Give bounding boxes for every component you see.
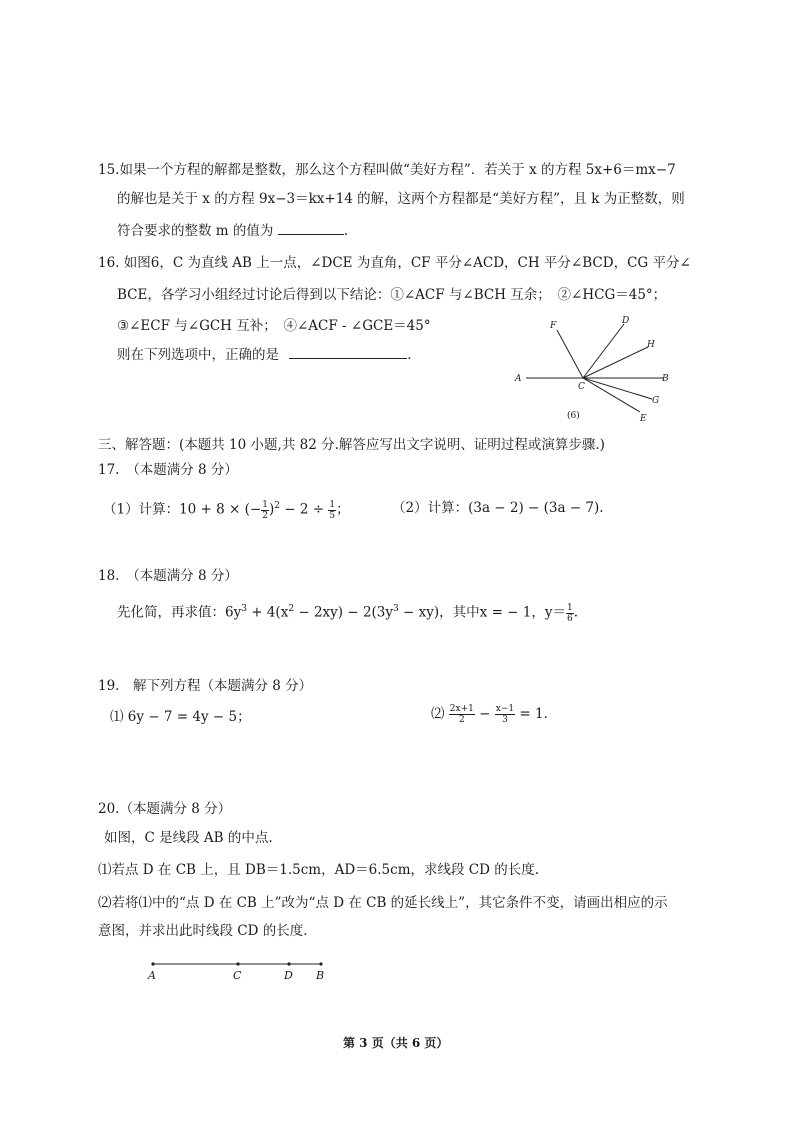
q18-title: 18. （本题满分 8 分）	[98, 568, 238, 584]
q19-p2-prefix: ⑵	[431, 706, 449, 722]
q17-p1-mid: )	[268, 501, 275, 518]
q17-p1-frac2	[328, 500, 336, 521]
q16-line4	[117, 346, 412, 364]
q18-exp1: 3	[241, 604, 247, 614]
q17-p1-frac2-den: 5	[329, 510, 336, 521]
q16-line1: 16. 如图6，C 为直线 AB 上一点，∠DCE 为直角，CF 平分∠ACD，CH 平分∠BCD，CG 平分∠	[98, 255, 691, 271]
q19-part1: ⑴ 6y − 7 = 4y − 5；	[110, 709, 251, 725]
q19-frac2-den: 3	[502, 715, 508, 725]
fig6-caption: (6)	[567, 411, 580, 421]
q17-title: 17. （本题满分 8 分）	[98, 462, 238, 478]
point-b	[319, 962, 322, 965]
q16-line4-text: 则在下列选项中，正确的是	[117, 347, 279, 363]
q15-line3-text: 符合要求的整数 m 的值为	[117, 223, 274, 239]
seg-label-b: B	[316, 969, 325, 982]
q18-frac	[566, 603, 574, 624]
fig6-label-a: A	[515, 374, 522, 384]
fig6-label-c: C	[578, 382, 585, 392]
fig6-label-d: D	[622, 316, 630, 326]
fig6-label-b: B	[662, 374, 669, 384]
q20-title: 20.（本题满分 8 分）	[98, 801, 232, 817]
point-c	[236, 962, 239, 965]
q18-expression	[117, 600, 578, 624]
q19-p2-end: = 1.	[515, 706, 548, 722]
q15-line1: 15.如果一个方程的解都是整数，那么这个方程叫做“美好方程”．若关于 x 的方程 5x+6＝mx−7	[98, 162, 676, 178]
q20-line1: 如图，C 是线段 AB 的中点.	[104, 830, 273, 846]
q17-p1-frac1	[261, 500, 269, 521]
q19-frac2	[495, 704, 515, 725]
q17-p1-after: − 2 ÷	[279, 501, 329, 518]
q15-line2: 的解也是关于 x 的方程 9x−3＝kx+14 的解，这两个方程都是“美好方程”，且 k 为正整数，则	[117, 191, 685, 207]
q19-frac1-num: 2x+1	[449, 704, 474, 714]
q19-frac1	[449, 704, 475, 725]
q20-line2: ⑴若点 D 在 CB 上，且 DB＝1.5cm，AD＝6.5cm，求线段 CD 的长度.	[98, 862, 540, 878]
point-a	[151, 962, 154, 965]
q17-p1-frac2-num: 1	[329, 499, 336, 510]
q19-part2	[431, 704, 548, 725]
section-3-header: 三、解答题：(本题共 10 小题,共 82 分.解答应写出文字说明、证明过程或演算步骤.)	[98, 437, 605, 453]
q19-frac2-num: x−1	[495, 704, 515, 714]
q19-frac1-den: 2	[458, 715, 465, 725]
seg-label-c: C	[233, 969, 242, 982]
q18-frac-den: 6	[567, 613, 573, 624]
q20-line3: ⑵若将⑴中的“点 D 在 CB 上”改为“点 D 在 CB 的延长线上”，其它条件不变，请画出相应的示	[98, 895, 668, 911]
ray-ce	[583, 378, 640, 412]
q18-expr-b: + 4(x	[246, 604, 289, 621]
fig6-label-f: F	[550, 321, 557, 331]
fig6-label-g: G	[652, 396, 660, 406]
q16-line4-end: .	[407, 347, 412, 363]
q18-expr-d: − xy)，其中x = − 1，y＝	[398, 604, 566, 621]
q18-exp2: 2	[288, 604, 295, 614]
q19-minus: −	[474, 706, 495, 722]
q18-exp3: 3	[393, 604, 399, 614]
q15-line3-end: .	[343, 223, 348, 239]
q15-line3	[117, 222, 348, 240]
q15-answer-blank	[278, 222, 344, 235]
q17-p1-frac1-num: 1	[262, 499, 268, 510]
page-footer: 第 3 页（共 6 页）	[343, 1036, 449, 1050]
q16-line2: BCE，各学习小组经过讨论后得到以下结论：①∠ACF 与∠BCH 互余； ②∠HCG＝45°；	[117, 287, 667, 303]
fig6-label-h: H	[647, 340, 655, 350]
q17-part1	[103, 497, 350, 521]
seg-label-a: A	[148, 969, 156, 982]
ray-cg	[583, 378, 652, 399]
ray-cf	[557, 330, 583, 378]
q17-p1-exp: 2	[274, 501, 280, 511]
q18-expr-a: 先化简，再求值：6y	[117, 604, 242, 621]
q17-p1-frac1-den: 2	[262, 510, 268, 521]
q16-answer-blank	[289, 346, 407, 359]
q19-title: 19. 解下列方程（本题满分 8 分）	[98, 678, 313, 694]
ray-cd	[583, 324, 624, 378]
point-d	[287, 962, 290, 965]
segment-figure	[145, 956, 345, 986]
seg-label-d: D	[284, 969, 293, 982]
q16-line3: ③∠ECF 与∠GCH 互补； ④∠ACF - ∠GCE＝45°	[117, 318, 431, 334]
q17-part2: （2）计算：(3a − 2) − (3a − 7).	[392, 500, 604, 516]
q17-p1-prefix: （1）计算：10 + 8 × (−	[103, 501, 262, 518]
figure-6	[512, 315, 672, 425]
q20-line4: 意图，并求出此时线段 CD 的长度.	[98, 923, 308, 939]
ray-ch	[583, 347, 648, 378]
q18-expr-c: − 2xy) − 2(3y	[294, 604, 394, 621]
q18-end: .	[573, 604, 579, 621]
fig6-label-e: E	[640, 414, 647, 424]
q18-frac-num: 1	[567, 602, 573, 613]
q17-p1-end: ；	[336, 501, 350, 518]
